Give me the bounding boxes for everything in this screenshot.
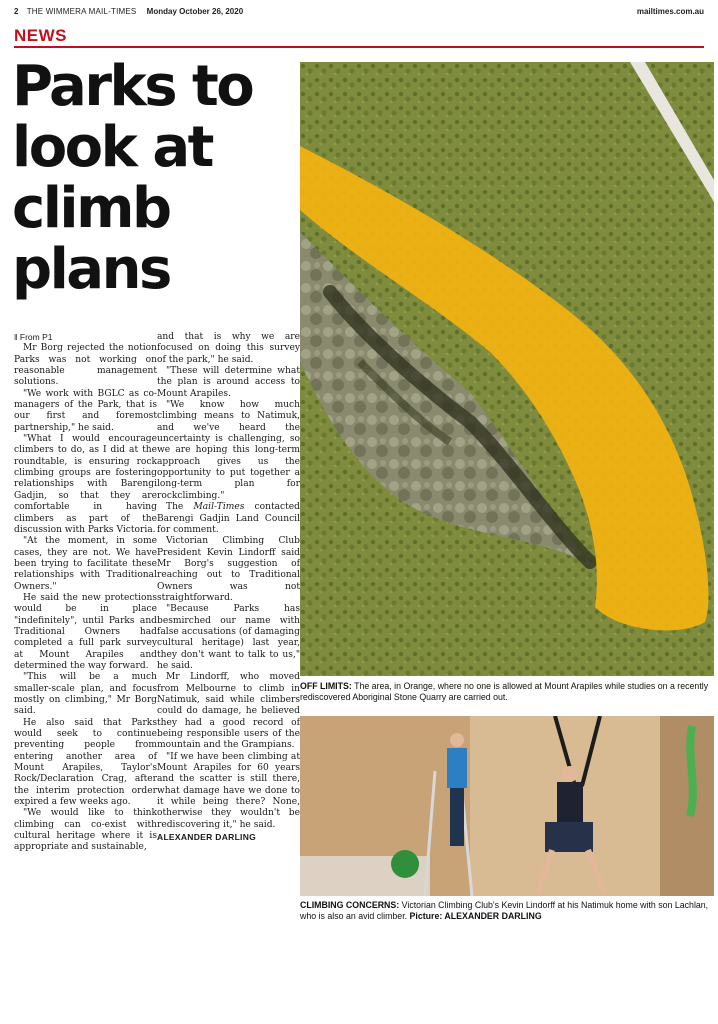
article-paragraph: and that is why we are focused on doing this survey of the park," he said. [157,332,300,365]
photo-caption-main [300,681,714,703]
climbing-photo [300,716,714,896]
article-paragraph: "We work with BGLC as co-managers of the Park, that is our first and foremost partnership," he said. [14,388,157,433]
page-header [14,7,704,21]
photo-caption-climbing [300,900,714,922]
aerial-photo [300,62,714,676]
article-paragraph: Mr Lindorff, who moved from Melbourne to climb in Natimuk, said while climbers could do damage, he believed they had a good record of being responsible users of the mountain and the Grampians. [157,672,300,751]
text-run: contacted Barengi Gadjin Land Council for comment. [157,502,300,535]
caption-lead: OFF LIMITS: [300,681,352,691]
article-paragraph: "What I would encourage climbers to do, as I did at the roundtable, is ensuring rock climbing groups are fostering relationships with Barengi Gadjin, so that they are comfortable in having climbers as part of the discussion with Parks Victoria. [14,434,157,535]
article-column-2 [157,332,300,843]
caption-text: The area, in Orange, where no one is allowed at Mount Arapiles while studies on a recently rediscovered Aboriginal Stone Quarry are carried out. [300,681,709,702]
article-paragraph: "This will be a much smaller-scale plan, and focus mostly on climbing," Mr Borg said. [14,672,157,717]
byline: ALEXANDER DARLING [157,832,257,843]
caption-lead: CLIMBING CONCERNS: [300,900,400,910]
article-paragraph: "Because Parks has besmirched our name with false accusations (of damaging cultural heritage) last year, they don't want to talk to us," he said. [157,604,300,671]
article-paragraph: He said the new protections would be in place "indefinitely", until Parks and Traditional Owners had completed a full park survey at Mount Arapiles and determined the way forward. [14,592,157,671]
website-link[interactable]: mailtimes.com.au [636,7,704,16]
caption-text: Victorian Climbing Club's Kevin Lindorff at his Natimuk home with son Lachlan, who is also an avid climber. [300,900,709,921]
article-column-1 [14,332,157,854]
climbing-photo-illustration [300,716,714,896]
publication-mention: Mail-Times [193,502,245,513]
article-paragraph: "If we have been climbing at Mount Arapiles for 60 years and the scatter is still there, what damage have we done to it while being there? None, otherwise they wouldn't be rediscovering it," he said. [157,751,300,830]
aerial-photo-illustration [300,62,714,676]
article-paragraph: Victorian Climbing Club President Kevin Lindorff said Mr Borg's suggestion of reaching out to Traditional Owners was not straightforward. [157,536,300,603]
publication-name: THE WIMMERA MAIL-TIMES [26,7,137,16]
article-paragraph: He also said that Parks would seek to continue preventing people from entering another area of Mount Arapiles, Taylor's Rock/Declaration Crag, after the interim protection order expired a few weeks ago. [14,717,157,808]
article-paragraph: Mr Borg rejected the notion Parks was not working on reasonable management solutions. [14,343,157,388]
section-label: NEWS [14,26,67,45]
article-paragraph: "We know how much climbing means to Natimuk, and we've heard the uncertainty is challenging, so we are hoping this long-term approach gives us the opportunity to put together a long-term plan for rockclimbing." [157,400,300,501]
page-number: 2 [14,7,19,16]
continued-from: ‖ From P1 [14,332,53,342]
text-run: The [166,502,194,513]
headline: Parks to look at climb plans [12,54,253,302]
section-divider [14,46,704,48]
article-paragraph: "These will determine what the plan is around access to Mount Arapiles. [157,366,300,399]
photo-credit: Picture: ALEXANDER DARLING [409,911,542,921]
issue-date: Monday October 26, 2020 [146,7,244,16]
article-paragraph [157,502,300,536]
article-paragraph: "We would like to think climbing can co-exist with cultural heritage where it is appropriate and sustainable, [14,808,157,853]
article-paragraph: "At the moment, in some cases, they are not. We have been trying to facilitate these relationships with Traditional Owners." [14,536,157,592]
